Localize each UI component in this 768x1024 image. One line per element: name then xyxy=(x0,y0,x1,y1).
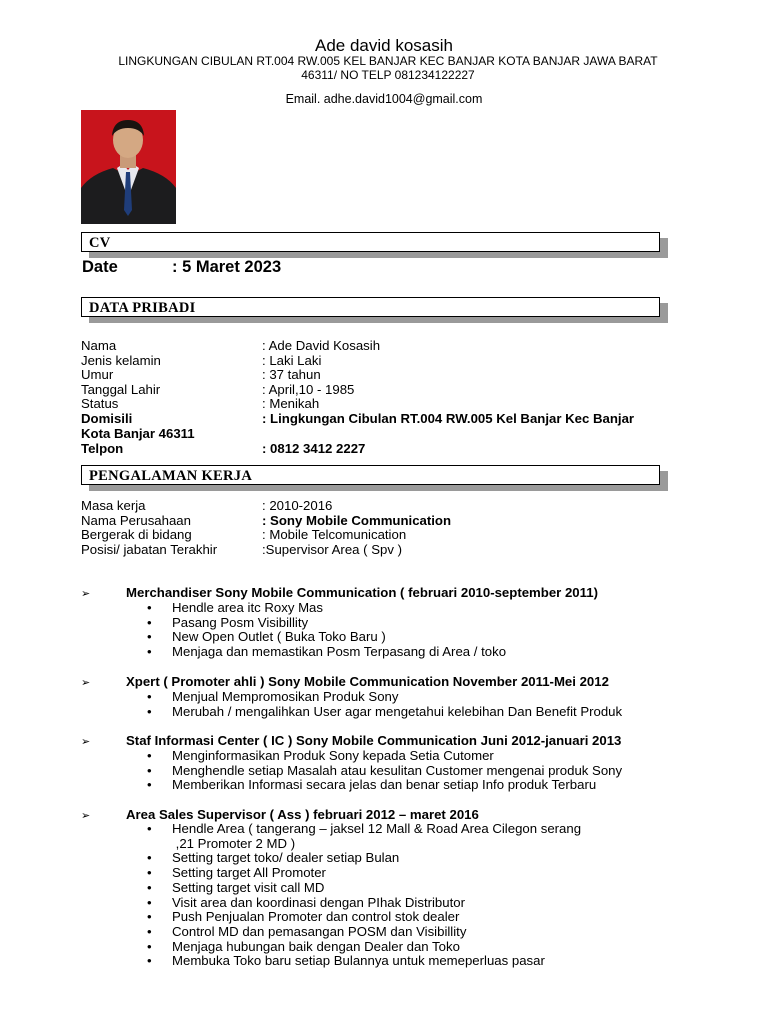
arrow-icon: ➢ xyxy=(81,736,91,748)
row-key: Umur xyxy=(81,367,114,383)
row-key: Jenis kelamin xyxy=(81,352,161,368)
bullet-icon: • xyxy=(147,689,152,704)
bullet-icon: • xyxy=(147,614,152,630)
date-value: : 5 Maret 2023 xyxy=(172,258,282,276)
job-title: Xpert ( Promoter ahli ) Sony Mobile Communication November 2011-Mei 2012 xyxy=(126,674,609,689)
date-line xyxy=(82,258,281,277)
row-key: Tanggal Lahir xyxy=(81,381,161,397)
bullet-icon: • xyxy=(147,938,152,954)
row-value: : Lingkungan Cibulan RT.004 RW.005 Kel Banjar Kec Banjar xyxy=(262,411,635,426)
row-value: : Sony Mobile Communication xyxy=(262,512,452,528)
bullet-icon: • xyxy=(147,909,152,925)
applicant-address xyxy=(80,54,696,82)
bullet-icon: • xyxy=(147,953,152,969)
row-key: Telpon xyxy=(81,441,124,456)
row-key: Nama Perusahaan xyxy=(81,512,191,528)
bullet-icon: • xyxy=(147,762,152,778)
applicant-email: Email. adhe.david1004@gmail.com xyxy=(285,92,483,106)
row-value: : April,10 - 1985 xyxy=(262,381,355,397)
row-value: : Mobile Telcomunication xyxy=(262,527,407,543)
bullet-icon: • xyxy=(147,644,152,660)
row-key: Domisili xyxy=(81,411,133,426)
bullet-icon: • xyxy=(147,600,152,615)
bullet-icon: • xyxy=(147,629,152,645)
pengalaman-kerja-heading: PENGALAMAN KERJA xyxy=(81,465,660,485)
bullet-icon: • xyxy=(147,850,152,866)
row-key: Kota Banjar 46311 xyxy=(81,426,195,441)
arrow-icon: ➢ xyxy=(81,677,91,689)
job-title: Area Sales Supervisor ( Ass ) februari 2012 – maret 2016 xyxy=(126,807,479,822)
row-value: : 2010-2016 xyxy=(262,498,333,513)
bullet-icon: • xyxy=(147,821,152,836)
row-value: : Ade David Kosasih xyxy=(262,338,381,353)
arrow-icon: ➢ xyxy=(81,588,91,600)
arrow-icon: ➢ xyxy=(81,810,91,822)
row-key: Posisi/ jabatan Terakhir xyxy=(81,541,218,557)
bullet-icon: • xyxy=(147,923,152,939)
cv-section-heading: CV xyxy=(81,232,660,252)
row-value: : 37 tahun xyxy=(262,367,321,383)
row-key: Nama xyxy=(81,338,117,353)
date-label: Date xyxy=(82,258,118,276)
row-value: : 0812 3412 2227 xyxy=(262,441,366,456)
row-value: : Laki Laki xyxy=(262,352,322,368)
address-line-1: LINGKUNGAN CIBULAN RT.004 RW.005 KEL BANJAR KEC BANJAR KOTA BANJAR JAWA BARAT xyxy=(118,54,658,68)
bullet-icon: • xyxy=(147,865,152,881)
profile-photo xyxy=(81,110,176,224)
row-value: : Menikah xyxy=(262,396,320,412)
address-line-2: 46311/ NO TELP 081234122227 xyxy=(301,68,475,82)
applicant-name: Ade david kosasih xyxy=(315,36,453,55)
row-key: Masa kerja xyxy=(81,498,146,513)
bullet-icon: • xyxy=(147,748,152,763)
data-pribadi-heading: DATA PRIBADI xyxy=(81,297,660,317)
bullet-icon: • xyxy=(147,879,152,895)
bullet-icon: • xyxy=(147,777,152,793)
row-key: Bergerak di bidang xyxy=(81,527,192,543)
bullet-icon: • xyxy=(147,894,152,910)
job-title: Merchandiser Sony Mobile Communication ( februari 2010-september 2011) xyxy=(126,585,598,600)
row-key: Status xyxy=(81,396,119,412)
job-title: Staf Informasi Center ( IC ) Sony Mobile Communication Juni 2012-januari 2013 xyxy=(126,733,622,748)
row-value: :Supervisor Area ( Spv ) xyxy=(262,541,402,557)
bullet-icon: • xyxy=(147,703,152,719)
